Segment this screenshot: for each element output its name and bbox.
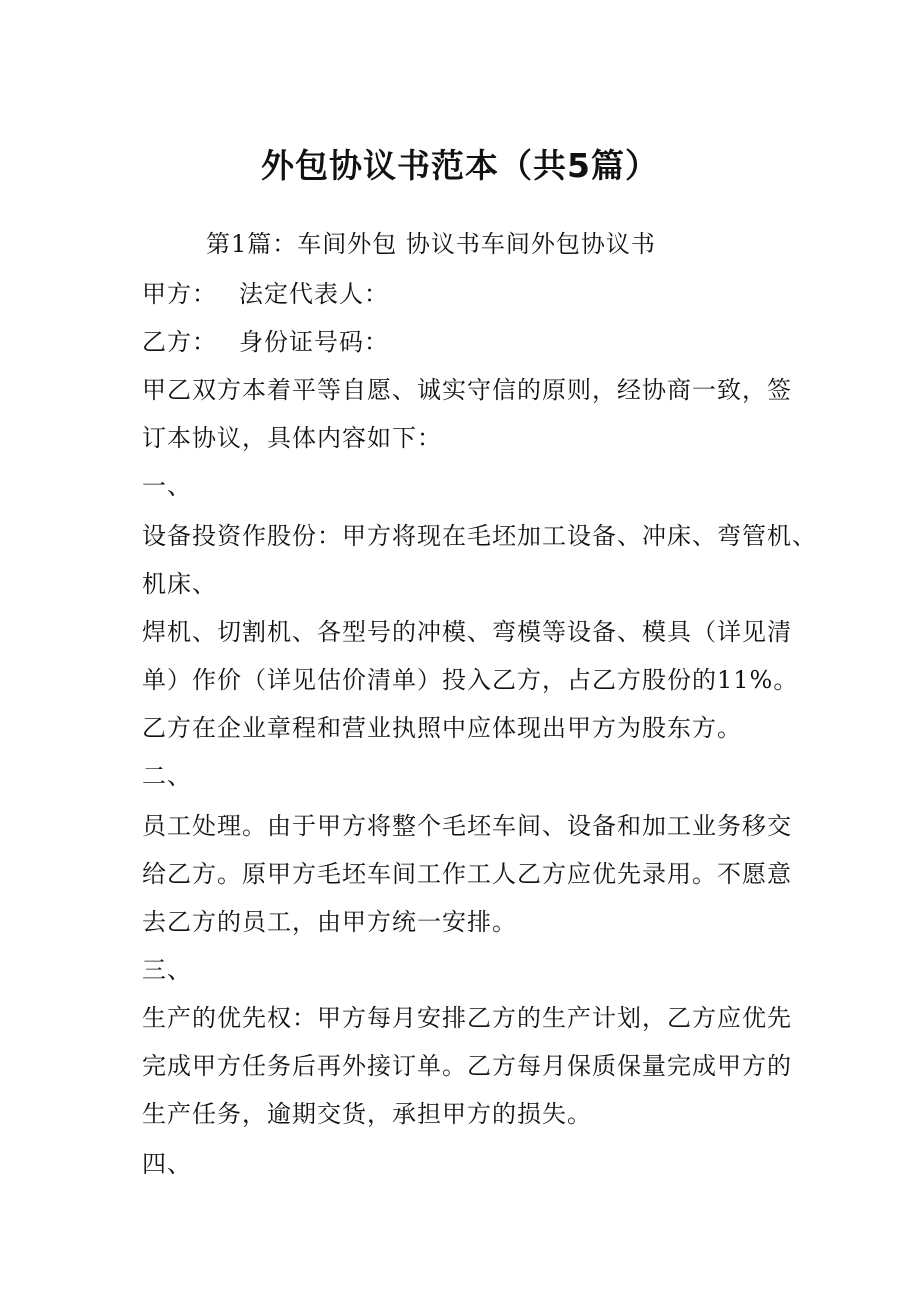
clause-number: 二、 — [142, 762, 192, 790]
party-a-field: 法定代表人： — [239, 280, 389, 308]
paragraph-line: 生产的优先权：甲方每月安排乙方的生产计划，乙方应优先 — [142, 1004, 792, 1032]
paragraph-line: 生产任务，逾期交货，承担甲方的损失。 — [142, 1100, 592, 1128]
party-b-label: 乙方： — [142, 328, 217, 356]
party-a-line — [142, 278, 802, 310]
party-b-line — [142, 326, 802, 358]
clause-number: 三、 — [142, 956, 192, 984]
clause-number: 一、 — [142, 472, 192, 500]
paragraph-line: 甲乙双方本着平等自愿、诚实守信的原则，经协商一致，签 — [142, 376, 792, 404]
paragraph-line: 给乙方。原甲方毛坯车间工作工人乙方应优先录用。不愿意 — [142, 860, 792, 888]
party-a-label: 甲方： — [142, 280, 217, 308]
section-heading: 第1篇：车间外包 协议书车间外包协议书 — [206, 230, 656, 258]
paragraph-line: 乙方在企业章程和营业执照中应体现出甲方为股东方。 — [142, 714, 742, 742]
paragraph-line: 完成甲方任务后再外接订单。乙方每月保质保量完成甲方的 — [142, 1052, 792, 1080]
paragraph-line: 员工处理。由于甲方将整个毛坯车间、设备和加工业务移交 — [142, 812, 792, 840]
paragraph-line: 去乙方的员工，由甲方统一安排。 — [142, 908, 517, 936]
party-b-field: 身份证号码： — [239, 328, 389, 356]
paragraph-line: 订本协议，具体内容如下： — [142, 424, 442, 452]
clause-number: 四、 — [142, 1150, 192, 1178]
document-title: 外包协议书范本（共5篇） — [261, 146, 659, 185]
paragraph-line: 单）作价（详见估价清单）投入乙方，占乙方股份的11%。 — [142, 666, 799, 694]
paragraph-line: 设备投资作股份：甲方将现在毛坯加工设备、冲床、弯管机、 — [142, 522, 817, 550]
paragraph-line: 机床、 — [142, 570, 217, 598]
paragraph-line: 焊机、切割机、各型号的冲模、弯模等设备、模具（详见清 — [142, 618, 792, 646]
